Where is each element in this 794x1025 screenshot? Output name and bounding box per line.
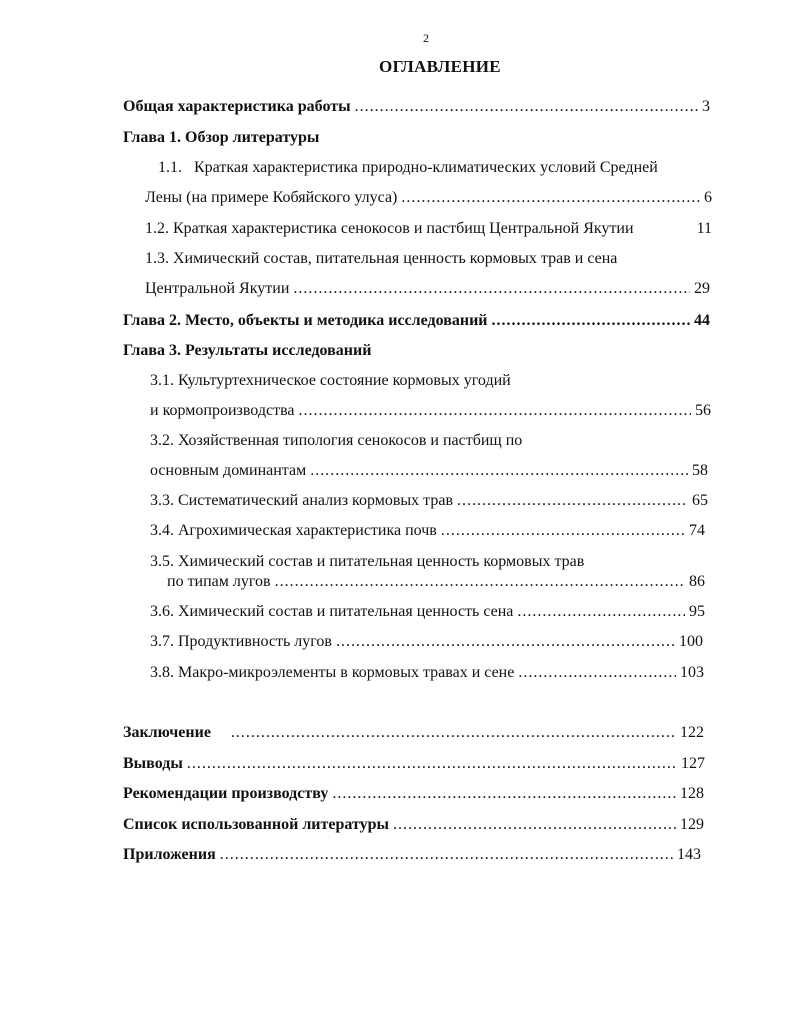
leader-dots	[231, 723, 676, 743]
leader-dots	[355, 97, 698, 117]
leader-dots	[293, 279, 690, 299]
leader-dots	[517, 602, 685, 622]
toc-entry-label: Рекомендации производству	[123, 785, 329, 802]
toc-entry-page: 127	[681, 755, 705, 772]
toc-entry: 3.2. Хозяйственная типология сенокосов и пастбищ по	[150, 432, 523, 449]
toc-entry-page: 122	[680, 724, 704, 741]
toc-entry	[123, 754, 705, 774]
toc-entry	[150, 521, 705, 541]
toc-title: ОГЛАВЛЕНИЕ	[379, 57, 501, 76]
toc-entry-label: Заключение	[123, 724, 211, 741]
leader-dots	[336, 632, 675, 652]
toc-entry	[145, 188, 712, 208]
toc-entry-page: 86	[689, 573, 705, 590]
toc-entry-label: 1.2. Краткая характеристика сенокосов и пастбищ Центральной Якутии	[145, 220, 634, 237]
toc-entry-label: 3.4. Агрохимическая характеристика почв	[150, 522, 437, 539]
toc-entry	[123, 311, 710, 331]
leader-dots	[441, 521, 685, 541]
toc-entry-label: 3.8. Макро-микроэлементы в кормовых травах и сене	[150, 664, 515, 681]
toc-entry-page: 3	[702, 98, 710, 115]
toc-entry-label: Список использованной литературы	[123, 816, 389, 833]
leader-dots	[393, 815, 676, 835]
toc-entry	[123, 815, 704, 835]
toc-entry	[123, 723, 704, 743]
toc-entry-page: 103	[680, 664, 704, 681]
toc-entry-label: Глава 2. Место, объекты и методика исследований	[123, 312, 488, 329]
toc-entry-label: Лены (на примере Кобяйского улуса)	[145, 189, 398, 206]
toc-entry-label: 3.6. Химический состав и питательная ценность сена	[150, 603, 514, 620]
leader-dots	[187, 754, 677, 774]
toc-entry-page: 129	[680, 816, 704, 833]
toc-entry: 3.5. Химический состав и питательная ценность кормовых трав	[150, 553, 585, 570]
toc-entry: 1.1. Краткая характеристика природно-климатических условий Средней	[158, 159, 658, 176]
leader-dots	[310, 461, 688, 481]
toc-entry-page: 74	[689, 522, 705, 539]
toc-entry	[150, 632, 703, 652]
leader-dots	[220, 845, 673, 865]
toc-entry-label: по типам лугов	[167, 573, 271, 590]
toc-entry-label: Выводы	[123, 755, 183, 772]
toc-entry	[150, 663, 704, 683]
toc-entry-page: 58	[692, 462, 708, 479]
toc-entry-page: 44	[694, 312, 710, 329]
toc-entry	[150, 401, 711, 421]
leader-dots	[518, 663, 676, 683]
toc-entry-label: Центральной Якутии	[145, 280, 290, 297]
toc-entry-label: Общая характеристика работы	[123, 98, 351, 115]
toc-entry-label: 3.7. Продуктивность лугов	[150, 633, 332, 650]
toc-entry: 1.3. Химический состав, питательная ценность кормовых трав и сена	[145, 250, 618, 267]
toc-entry	[167, 572, 705, 592]
leader-dots	[332, 784, 676, 804]
leader-dots	[275, 572, 685, 592]
toc-entry: 3.1. Культуртехническое состояние кормовых угодий	[150, 372, 511, 389]
toc-entry	[145, 219, 712, 239]
toc-entry	[145, 279, 710, 299]
leader-dots	[492, 311, 690, 331]
leader-dots	[401, 188, 700, 208]
toc-entry	[123, 784, 704, 804]
toc-chapter-heading: Глава 3. Результаты исследований	[123, 342, 372, 359]
toc-entry-page: 6	[704, 189, 712, 206]
toc-entry-page: 65	[692, 492, 708, 509]
toc-entry	[150, 602, 705, 622]
toc-entry	[150, 461, 708, 481]
toc-entry-label: основным доминантам	[150, 462, 307, 479]
toc-entry-label: и кормопроизводства	[150, 402, 295, 419]
toc-entry-label: 3.3. Систематический анализ кормовых трав	[150, 492, 453, 509]
toc-entry-page: 143	[677, 846, 701, 863]
toc-entry-page: 56	[695, 402, 711, 419]
toc-entry	[123, 97, 710, 117]
toc-entry-page: 95	[689, 603, 705, 620]
toc-entry-page: 11	[696, 220, 712, 237]
toc-entry	[150, 491, 708, 511]
toc-entry-label: Приложения	[123, 846, 216, 863]
leader-dots	[457, 491, 688, 511]
toc-entry-page: 29	[694, 280, 710, 297]
toc-entry	[123, 845, 701, 865]
toc-entry-page: 100	[679, 633, 703, 650]
toc-entry-page: 128	[680, 785, 704, 802]
page-number: 2	[423, 31, 429, 45]
leader-dots	[299, 401, 691, 421]
toc-chapter-heading: Глава 1. Обзор литературы	[123, 129, 320, 146]
